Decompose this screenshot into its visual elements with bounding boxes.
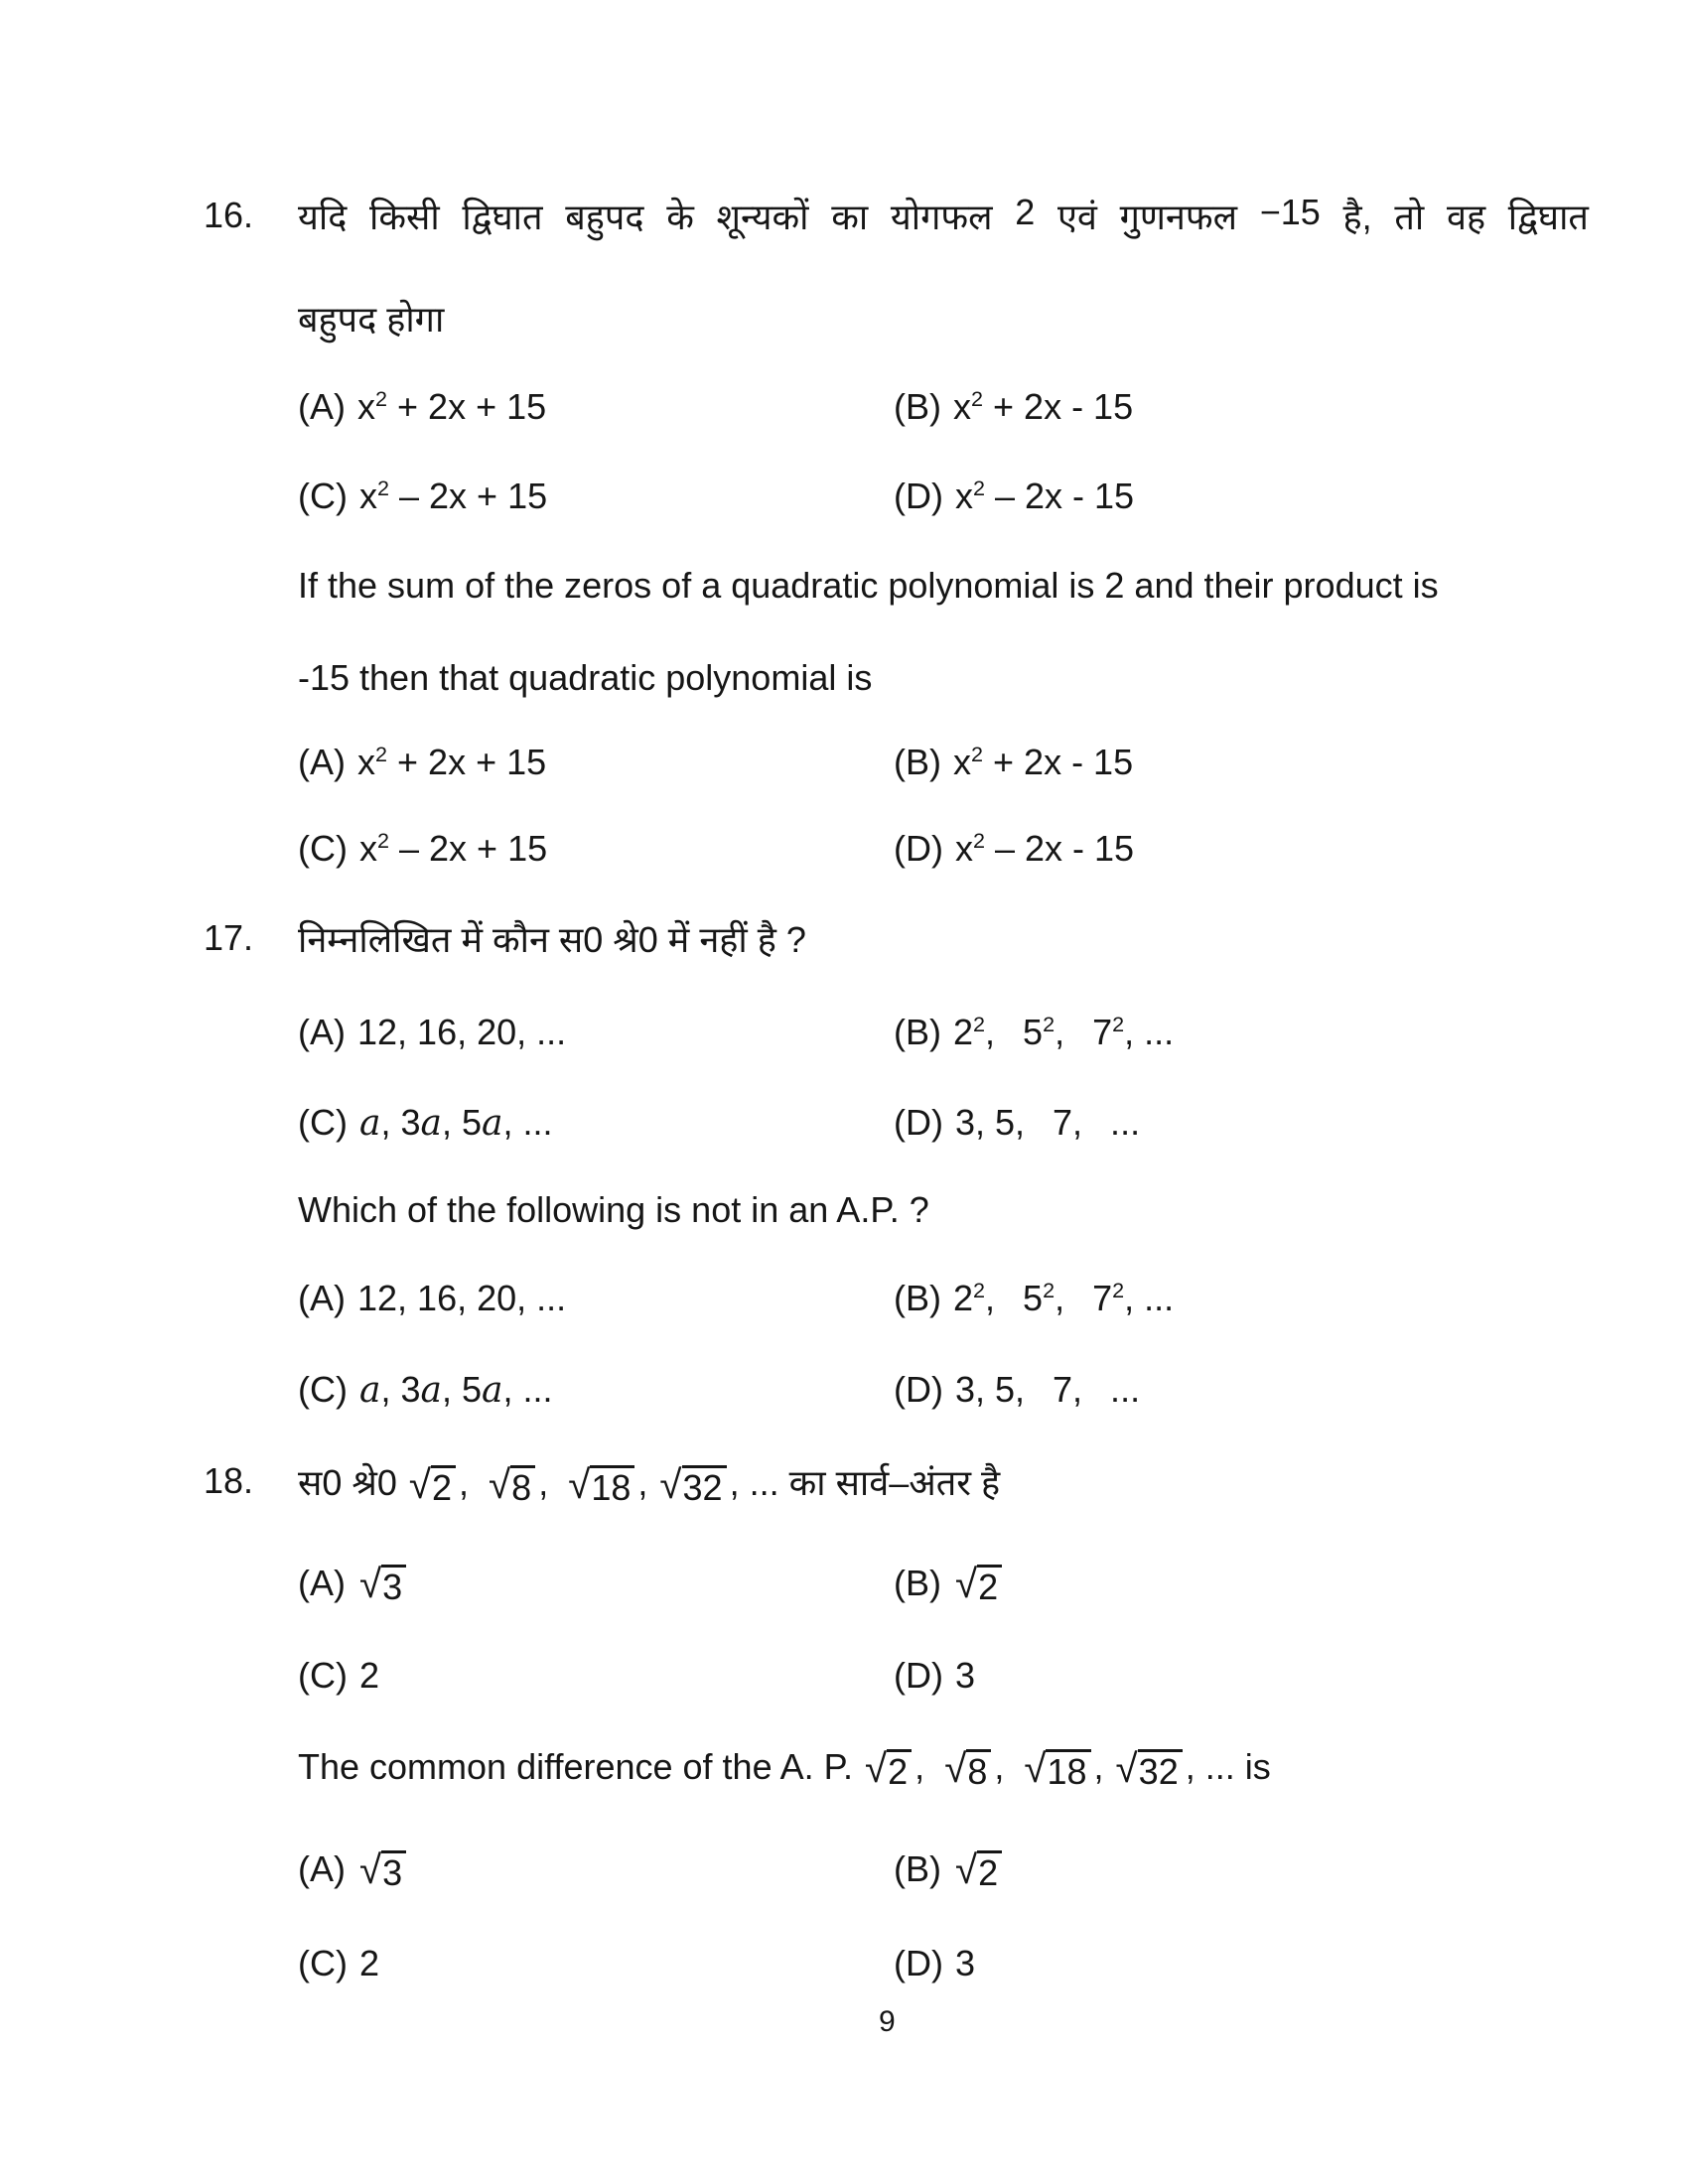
sqrt-radical: √ 18 bbox=[1024, 1749, 1090, 1790]
option-17-a-en-label: (A) bbox=[298, 1278, 346, 1318]
question-16-hindi-row1 bbox=[204, 184, 1589, 247]
question-18-english-options-row2 bbox=[298, 1932, 1628, 1995]
option-17-c-label: (C) bbox=[298, 1102, 348, 1143]
question-17-english-options-row2 bbox=[298, 1358, 1628, 1422]
option-18-d-en-value: 3 bbox=[954, 1943, 976, 1983]
option-17-d-en-label: (D) bbox=[894, 1369, 943, 1410]
question-18-english-line1: The common difference of the A. P. √ 2 , √ 8 , √ 18 , √ 32 , ... is bbox=[298, 1745, 1271, 1792]
option-17-d-en-value: 3, 5, 7, ... bbox=[954, 1369, 1141, 1410]
option-16-d-en-label: (D) bbox=[894, 828, 943, 869]
question-16-english-line2: -15 then that quadratic polynomial is bbox=[298, 657, 873, 698]
option-17-d-label: (D) bbox=[894, 1102, 943, 1143]
option-17-a-value: 12, 16, 20, ... bbox=[357, 1012, 567, 1052]
option-18-a-value bbox=[357, 1562, 409, 1605]
question-16-hindi-line2: बहुपद होगा bbox=[298, 298, 445, 340]
option-18-b-label: (B) bbox=[894, 1563, 941, 1603]
question-17-english-row1 bbox=[298, 1178, 1628, 1242]
option-16-c-en-label: (C) bbox=[298, 828, 348, 869]
option-18-b-en bbox=[894, 1847, 1628, 1891]
question-16-english-row2 bbox=[298, 646, 1628, 710]
sqrt-radical: √ 3 bbox=[359, 1850, 406, 1891]
sqrt-radical: √ 2 bbox=[865, 1749, 912, 1790]
option-16-a-en-label: (A) bbox=[298, 742, 346, 782]
option-18-a-en-value bbox=[357, 1847, 409, 1891]
option-17-a bbox=[298, 1012, 894, 1053]
option-16-a-en-value: $x^2 + 2x + 15$ bbox=[357, 742, 547, 782]
option-16-c bbox=[298, 476, 894, 517]
option-17-b-label: (B) bbox=[894, 1012, 941, 1052]
page-number: 9 bbox=[879, 2005, 896, 2038]
question-18-hindi-options-row2 bbox=[298, 1644, 1628, 1707]
option-17-a-en bbox=[298, 1278, 894, 1319]
option-18-c-en-label: (C) bbox=[298, 1943, 348, 1983]
question-17-hindi-line1: निम्नलिखित में कौन स0 श्रे0 में नहीं है ? bbox=[298, 918, 806, 960]
option-17-c bbox=[298, 1102, 894, 1144]
option-17-b bbox=[894, 1012, 1628, 1053]
option-17-b-en-label: (B) bbox=[894, 1278, 941, 1318]
option-17-c-value: a, 3a, 5a, ... bbox=[358, 1102, 553, 1144]
option-18-b-en-label: (B) bbox=[894, 1848, 941, 1889]
option-18-b-en-value bbox=[953, 1847, 1005, 1891]
sqrt-radical: √ 8 bbox=[944, 1749, 991, 1790]
option-18-d-en-label: (D) bbox=[894, 1943, 943, 1983]
option-17-a-label: (A) bbox=[298, 1012, 346, 1052]
option-17-b-en-value: $2^2$, $5^2$, $7^2$, ... bbox=[953, 1278, 1175, 1318]
option-18-a-en-label: (A) bbox=[298, 1848, 346, 1889]
question-16-hindi-line1: यदि किसी द्विघात बहुपद के शून्यकों का योगफल 2 एवं गुणनफल −15 है, तो वह द्विघात bbox=[298, 191, 1589, 237]
option-16-a-label: (A) bbox=[298, 386, 346, 427]
option-18-b-value bbox=[953, 1562, 1005, 1605]
question-16-hindi-options-row1 bbox=[298, 375, 1628, 439]
option-16-c-en-value: $x^2 - 2x + 15$ bbox=[358, 828, 548, 869]
sqrt-radical: √ 3 bbox=[359, 1565, 406, 1605]
option-18-c-label: (C) bbox=[298, 1655, 348, 1696]
option-16-b-en-value: $x^2 + 2x - 15$ bbox=[953, 742, 1134, 782]
sqrt-radical: √ 32 bbox=[659, 1465, 726, 1506]
option-16-a bbox=[298, 386, 894, 428]
question-16-english-row1 bbox=[298, 554, 1628, 617]
option-18-c bbox=[298, 1655, 894, 1697]
option-18-d-value: 3 bbox=[954, 1655, 976, 1696]
option-16-d bbox=[894, 476, 1628, 517]
sqrt-radical: √ 32 bbox=[1116, 1749, 1183, 1790]
option-18-a-label: (A) bbox=[298, 1563, 346, 1603]
option-16-b bbox=[894, 386, 1628, 428]
option-16-d-en bbox=[894, 828, 1628, 870]
option-16-d-label: (D) bbox=[894, 476, 943, 516]
option-16-c-value: $x^2 - 2x + 15$ bbox=[358, 476, 548, 516]
question-18-english-row1 bbox=[298, 1736, 1628, 1800]
option-16-b-value: $x^2 + 2x - 15$ bbox=[953, 386, 1134, 427]
option-17-d bbox=[894, 1102, 1628, 1144]
option-18-d-label: (D) bbox=[894, 1655, 943, 1696]
question-17-hindi-options-row2 bbox=[298, 1091, 1628, 1155]
option-17-d-en bbox=[894, 1369, 1628, 1411]
question-17-english-options-row1 bbox=[298, 1267, 1628, 1330]
option-18-c-value: 2 bbox=[358, 1655, 380, 1696]
option-16-d-en-value: $x^2 - 2x - 15$ bbox=[954, 828, 1135, 869]
question-16-english-options-row2 bbox=[298, 817, 1628, 881]
question-17-hindi-options-row1 bbox=[298, 1001, 1628, 1064]
option-16-b-en bbox=[894, 742, 1628, 783]
option-17-b-value: $2^2$, $5^2$, $7^2$, ... bbox=[953, 1012, 1175, 1052]
sqrt-radical: √ 18 bbox=[568, 1465, 634, 1506]
option-18-b bbox=[894, 1562, 1628, 1605]
option-17-d-value: 3, 5, 7, ... bbox=[954, 1102, 1141, 1143]
question-16-english-line1: If the sum of the zeros of a quadratic polynomial is 2 and their product is bbox=[298, 565, 1439, 606]
question-18-english-options-row1 bbox=[298, 1838, 1628, 1901]
sqrt-radical: √ 2 bbox=[955, 1565, 1002, 1605]
option-17-c-en-label: (C) bbox=[298, 1369, 348, 1410]
option-17-c-en-value: a, 3a, 5a, ... bbox=[358, 1369, 553, 1411]
option-16-a-en bbox=[298, 742, 894, 783]
question-17-number: 17. bbox=[204, 917, 254, 958]
question-16-hindi-row2 bbox=[298, 286, 1628, 349]
question-16-number: 16. bbox=[204, 195, 254, 235]
option-16-d-value: $x^2 - 2x - 15$ bbox=[954, 476, 1135, 516]
option-18-a bbox=[298, 1562, 894, 1605]
option-16-b-label: (B) bbox=[894, 386, 941, 427]
sqrt-radical: √ 2 bbox=[409, 1465, 456, 1506]
option-17-b-en bbox=[894, 1278, 1628, 1319]
question-16-english-options-row1 bbox=[298, 731, 1628, 794]
sqrt-radical: √ 2 bbox=[955, 1850, 1002, 1891]
question-17-hindi-row1 bbox=[204, 906, 1589, 970]
option-16-a-value: $x^2 + 2x + 15$ bbox=[357, 386, 547, 427]
question-18-number: 18. bbox=[204, 1460, 254, 1501]
option-16-c-label: (C) bbox=[298, 476, 348, 516]
option-17-c-en bbox=[298, 1369, 894, 1411]
option-18-d bbox=[894, 1655, 1628, 1697]
option-18-a-en bbox=[298, 1847, 894, 1891]
sqrt-radical: √ 8 bbox=[489, 1465, 535, 1506]
question-17-english-line1: Which of the following is not in an A.P. ? bbox=[298, 1189, 929, 1230]
question-18-hindi-options-row1 bbox=[298, 1552, 1628, 1615]
question-16-hindi-options-row2 bbox=[298, 465, 1628, 528]
question-18-hindi-row1 bbox=[204, 1449, 1589, 1513]
option-18-c-en bbox=[298, 1943, 894, 1984]
question-18-hindi-line1: स0 श्रे0 √ 2 , √ 8 , √ 18 , √ 32 , ... का सार्व–अंतर है bbox=[298, 1460, 1001, 1508]
option-17-a-en-value: 12, 16, 20, ... bbox=[357, 1278, 567, 1318]
option-18-c-en-value: 2 bbox=[358, 1943, 380, 1983]
option-16-b-en-label: (B) bbox=[894, 742, 941, 782]
option-16-c-en bbox=[298, 828, 894, 870]
option-18-d-en bbox=[894, 1943, 1628, 1984]
